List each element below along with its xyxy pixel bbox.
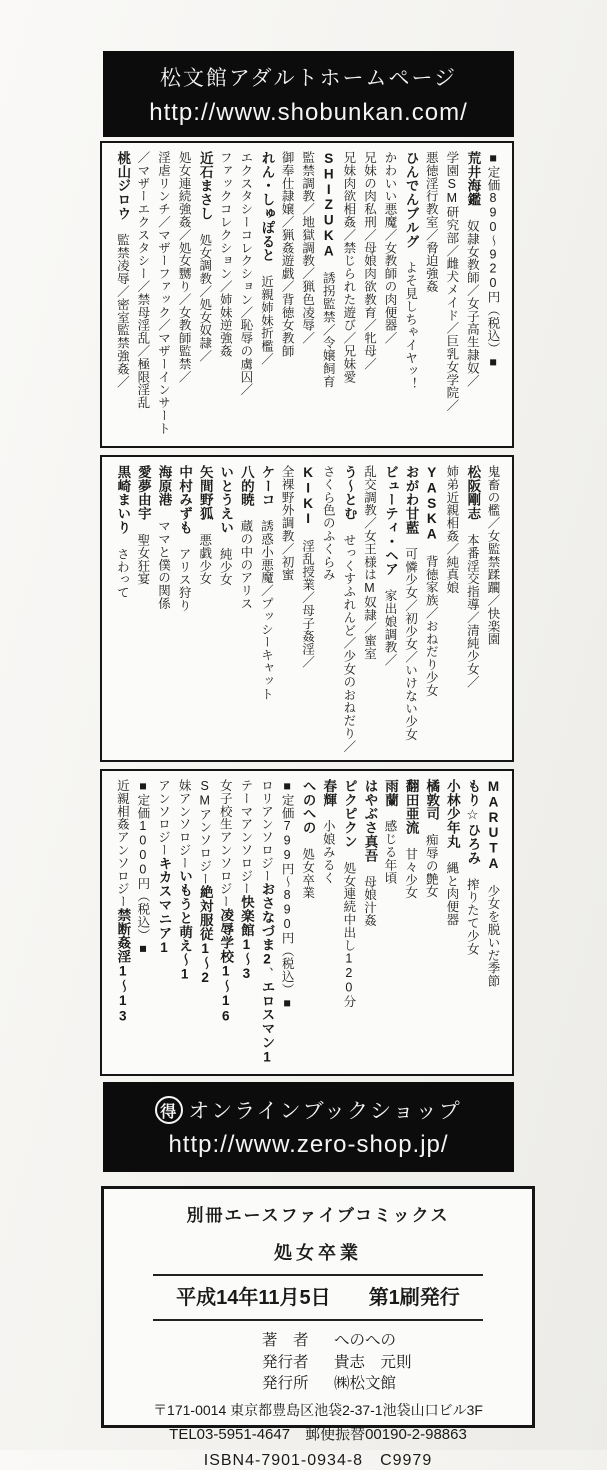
book-list-column: 中村みずも アリス狩り [177, 465, 193, 612]
publisher-company-value: ㈱松文館 [334, 1375, 397, 1392]
book-list-column: 翻田亜流 甘々少女 [403, 779, 419, 900]
book-list-column: 妹アンソロジーいもうと萌え〜1 [177, 779, 193, 983]
book-title: 処女卒業 [274, 1243, 362, 1263]
book-list-column: 全裸野外調教／初蜜 [280, 465, 295, 582]
online-shop-title [155, 1095, 461, 1125]
print-date-line [104, 1281, 532, 1310]
book-list-column: SMアンソロジー絶対服従1〜2 [197, 779, 213, 986]
book-list-column: 雨蘭 感じる年頃 [383, 779, 399, 885]
book-list-column: もり☆ひろみ 搾りたて少女 [465, 779, 481, 956]
book-list-column: 処女連続強姦／処女嬲り／女教師監禁／ [177, 151, 192, 384]
book-list-column: 海原港 ママと僕の関係 [156, 465, 172, 610]
book-list-column: ファックコレクション／姉妹逆強姦 [218, 151, 233, 358]
book-list-column: おがわ甘藍 可憐少女／初少女／いけない少女 [403, 465, 419, 741]
book-list-column: 御奉仕隷嬢／猟姦遊戯／背徳女教師 [280, 151, 295, 358]
book-list-column: かわいい悪魔／女教師の肉便器／ [383, 151, 398, 345]
colophon-box [101, 1186, 535, 1469]
book-list-column: ■定価890〜920円（税込）■ [486, 151, 500, 370]
publisher-tel-postal: TEL03-5951-4647 郵便振替00190-2-98863 [169, 1425, 467, 1443]
book-list-column: エクスタシーコレクション／恥辱の虜囚／ [238, 151, 253, 397]
book-list-column: 監禁調教／地獄調教／猟色凌辱／ [300, 151, 315, 345]
book-list-column: う〜とむ せっくすふれんど／少女のおねだり／ [341, 465, 357, 753]
publisher-person-value: 貴志 元則 [334, 1353, 412, 1371]
publisher-person-row [262, 1352, 532, 1374]
book-list-column: ピクピクン 処女連続中出し120分 [341, 779, 357, 1008]
book-list-column: ビューティ・ヘア 家出娘調教／ [383, 465, 399, 667]
book-list-column: 八的暁 蔵の中のアリス [238, 465, 254, 610]
book-list-column: 近親相姦アンソロジー禁断姦淫1〜13 [115, 779, 131, 1024]
book-list-column: 近石まさし 処女調教／処女奴隷／ [197, 151, 213, 363]
book-list-column: 兄妹肉欲相姦／禁じられた遊び／兄妹愛 [341, 151, 356, 384]
book-list-column: 黒崎まいり さわって [115, 465, 131, 599]
book-list-column: KIKI 淫乱授業／母子姦淫／ [300, 465, 316, 669]
book-list-column: SHIZUKA 誘拐監禁／令嬢飼育 [321, 151, 337, 388]
book-list-column: 悪徳淫行教室／脅迫強姦 [424, 151, 439, 293]
book-list-box-3 [100, 769, 514, 1076]
publisher-company-label: 発行所 [262, 1375, 309, 1392]
book-list-column: いとうえい 純少女 [218, 465, 234, 587]
publisher-homepage-title: 松文館アダルトホームページ [159, 66, 458, 90]
book-list-column: 春輝 小娘みるく [321, 779, 337, 885]
book-list-column: 愛夢由宇 聖女狂宴 [135, 465, 151, 586]
book-list-column: 淫虐リンチ／マザーファック／マザーインサート [156, 151, 171, 435]
online-shop-url: http://www.zero-shop.jp/ [168, 1131, 449, 1158]
book-list-column: YASKA 背徳家族／おねだり少女 [424, 465, 440, 697]
book-list-column: 姉弟近親相姦／純真娘 [444, 465, 459, 594]
print-date: 平成14年11月5日 [176, 1287, 331, 1309]
book-list-column: 橘敦司 痴辱の艶女 [424, 779, 440, 899]
book-list-column: 荒井海鑑 奴隷女教師／女子高生隷奴／ [465, 151, 481, 388]
author-label: 著 者 [262, 1332, 309, 1349]
book-list-column: ロリアンソロジーおさなづま2、エロスマン1 [259, 779, 275, 1065]
author-row [262, 1330, 532, 1352]
book-list-column: ひんでんブルグ よそ見しちゃイヤッ！ [403, 151, 419, 391]
book-list-column: 松阪剛志 本番淫交指導／清純少女／ [465, 465, 481, 689]
book-list-column: ／マザーエクスタシー／禁母淫乱／極限淫乱 [135, 151, 150, 409]
book-list-column: ■定価1000円（税込）■ [135, 779, 150, 956]
publisher-address: 〒171-0014 東京都豊島区池袋2-37-1池袋山口ビル3F [153, 1401, 483, 1418]
book-list-column: 女子校生アンソロジー凌辱学校1〜16 [218, 779, 234, 1024]
book-list-column: アンソロジーキカスマニア1 [156, 779, 172, 956]
author-value: へのへの [334, 1332, 397, 1349]
book-list-box-2 [100, 455, 514, 762]
book-list-column: 矢間野狐 悪戯少女 [197, 465, 213, 586]
series-name: 別冊エースファイブコミックス [186, 1206, 450, 1225]
book-list-column: 桃山ジロウ 監禁凌辱／密室監禁強姦／ [115, 151, 131, 389]
book-list-column: 乱交調教／女王様はM奴隷／蜜室 [362, 465, 377, 660]
online-shop-title-text: オンラインブックショップ [188, 1100, 462, 1123]
book-list-column: さくら色のふくらみ [321, 465, 336, 582]
print-edition: 第1刷発行 [368, 1287, 460, 1309]
isbn-code: ISBN4-7901-0934-8 C9979 [203, 1451, 433, 1469]
book-list-column: 学園SM研究部／雌犬メイド／巨乳女学院／ [444, 151, 459, 412]
divider-rule-top [153, 1274, 483, 1276]
publisher-company-row [262, 1373, 532, 1395]
book-list-column: ケーコ 誘惑小悪魔／プッシーキャット [259, 465, 275, 701]
book-list-column: へのへの 処女卒業 [300, 779, 316, 900]
book-list-column: 小林少年丸 縄と肉便器 [444, 779, 460, 926]
toku-circle-icon: 得 [155, 1096, 183, 1124]
publisher-homepage-url: http://www.shobunkan.com/ [149, 98, 468, 126]
online-shop-banner [103, 1082, 514, 1172]
book-list-column: 鬼畜の檻／女監禁蹂躙／快楽園 [486, 465, 500, 646]
book-list-column: MARUTA 少女を脱いだ季節 [486, 779, 501, 988]
divider-rule-bottom [153, 1319, 483, 1321]
book-list-column: 兄妹の肉私刑／母娘肉欲教育／牝母／ [362, 151, 377, 371]
credit-rows [262, 1330, 532, 1395]
book-list-column: はやぶさ真吾 母娘汁姦 [362, 779, 378, 927]
book-list-box-1 [100, 141, 514, 448]
book-list-column: れん・しゅぽると 近親姉妹折檻／ [259, 151, 275, 366]
publisher-person-label: 発行者 [262, 1353, 309, 1371]
book-list-column: テーマアンソロジー快楽館1〜3 [238, 779, 254, 982]
book-list-column: ■定価799円〜890円（税込）■ [280, 779, 295, 1011]
publisher-homepage-banner [103, 51, 514, 137]
